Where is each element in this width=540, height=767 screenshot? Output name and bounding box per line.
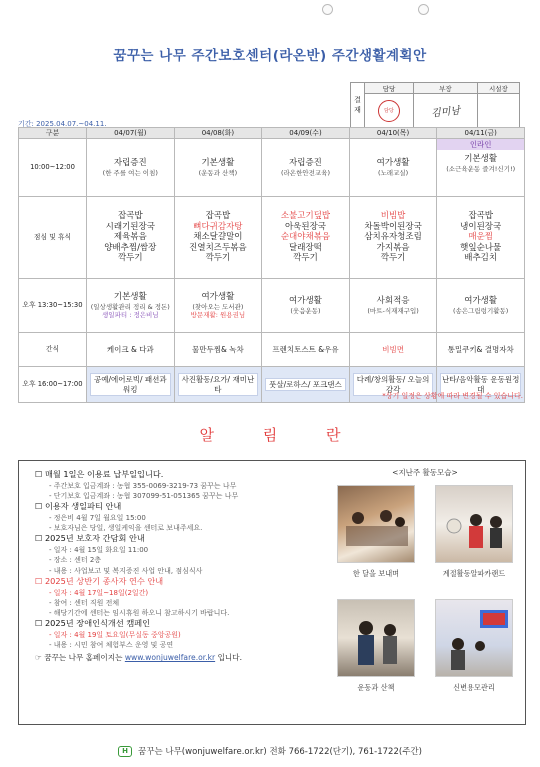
menu-item: 시래기된장국 [105, 221, 155, 232]
schedule-header-row [19, 128, 525, 139]
notice-detail: - 일자 : 4월 19일 토요일(무실동 중앙공원) [49, 630, 181, 639]
cell-sub: (노래교실) [377, 168, 409, 177]
notice-detail: - 해당기간에 센터는 임시휴원 하오니 참고하시기 바랍니다. [49, 608, 230, 617]
photo-caption: 계절활동알파카랜드 [442, 569, 506, 578]
approval-role: 부장 [413, 83, 477, 94]
approval-label: 결 재 [351, 83, 365, 128]
menu-item: 달래장떡 [289, 242, 322, 253]
approval-role: 담당 [365, 83, 414, 94]
cell-sub: (웃음운동) [290, 306, 321, 315]
notice-list [35, 469, 335, 663]
notice-item-heading: ☐ 2025년 상반기 종사자 연수 안내 [35, 575, 164, 586]
notice-item-heading: ☐ 2025년 장애인식개선 캠페인 [35, 617, 151, 628]
menu-cell [349, 197, 437, 279]
cell-extra: 생일파티 : 정은비님 [102, 310, 159, 319]
time-cell: 오후 16:00~17:00 [19, 367, 87, 403]
menu-item: 차돌박이된장국 [364, 221, 422, 232]
schedule-cell [174, 139, 262, 197]
notice-item-heading: ☐ 매월 1일은 이용료 납부일입니다. [35, 469, 164, 479]
cell-sub: (운동과 산책) [198, 168, 238, 177]
menu-item: 배추김치 [464, 253, 498, 264]
approval-role: 시설장 [477, 83, 519, 94]
header-cell: 04/08(화) [174, 128, 262, 139]
menu-item: 제육볶음 [113, 232, 147, 243]
cell-sub: (소근육운동 즐겨!신기!) [446, 165, 516, 173]
notice-item-heading: ☐ 2025년 보호자 간담회 안내 [35, 533, 145, 544]
menu-item: 진열치즈두볶음 [189, 242, 247, 253]
cell-title: 자립증진 [113, 158, 147, 169]
snack-cell: 케이크 & 다과 [87, 333, 175, 367]
notice-detail: - 일자 : 4월 15일 화요일 11:00 [49, 546, 149, 555]
menu-item: 잡곡밥 [468, 210, 493, 221]
schedule-row-snack [19, 333, 525, 367]
schedule-cell [174, 279, 262, 333]
notice-detail: - 일자 : 4월 17일~18일(2일간) [49, 588, 149, 597]
menu-item: 깍두기 [293, 253, 318, 264]
menu-item: 양배추찜/쌈장 [104, 242, 157, 253]
activity-label: 풋살/로하스/ 포크댄스 [265, 378, 346, 391]
header-cell: 04/09(수) [262, 128, 350, 139]
snack-cell: 비빔면 [349, 333, 437, 367]
snack-cell: 프렌치토스트 &우유 [262, 333, 350, 367]
activity-label: 다례/창의활동/ 오늘의감각 [353, 373, 434, 396]
activity-cell [262, 367, 350, 403]
menu-item: 햇잎순나물 [460, 242, 502, 253]
time-cell: 점심 및 휴식 [19, 197, 87, 279]
notice-detail: - 내용 : 시민 참여 체험부스 운영 및 공연 [49, 641, 174, 649]
footer [0, 745, 540, 757]
schedule-cell [262, 139, 350, 197]
photo-caption: 운동과 산책 [357, 683, 395, 692]
schedule-cell [262, 279, 350, 333]
menu-item: 잡곡밥 [205, 210, 231, 221]
activity-gallery [329, 467, 521, 717]
menu-cell [437, 197, 525, 279]
schedule-cell [437, 139, 525, 197]
homepage-link[interactable]: www.wonjuwelfare.or.kr [124, 653, 216, 663]
menu-item: 깍두기 [205, 253, 231, 264]
time-cell: 오후 13:30~15:30 [19, 279, 87, 333]
schedule-row-afternoon [19, 279, 525, 333]
notice-detail: - 내용 : 사업보고 및 복지증진 사업 안내, 점심식사 [49, 566, 203, 575]
activity-label: 난타/음악활동 운동원정대 [440, 373, 521, 396]
header-cell: 04/10(목) [349, 128, 437, 139]
online-badge: 인라인 [436, 139, 525, 150]
cell-title: 기본생활 [113, 292, 147, 303]
period-label: 기간: 2025.04.07.~04.11. [18, 120, 107, 128]
menu-item: 비빔밥 [380, 210, 406, 221]
approval-empty-cell [477, 94, 519, 128]
gallery-title: <지난주 활동모습> [392, 468, 458, 477]
header-cell: 04/07(월) [87, 128, 175, 139]
menu-item: 깍두기 [380, 253, 406, 264]
menu-cell [262, 197, 350, 279]
schedule-cell [349, 139, 437, 197]
schedule-cell [87, 139, 175, 197]
cell-sub: (일상생활관리 정리 & 정돈) [90, 302, 170, 311]
menu-item: 채소달걀말이 [193, 232, 243, 243]
notice-detail: - 참여 : 센터 직원 전체 [49, 598, 120, 607]
schedule-cell [437, 279, 525, 333]
punch-hole [322, 4, 333, 15]
approval-stamp: 담당 [378, 100, 400, 122]
notice-item-heading: ☐ 이용자 생일파티 안내 [35, 501, 122, 512]
notice-detail: - 단기보호 입금계좌 : 농협 307099-51-051365 꿈꾸는 나무 [49, 492, 239, 501]
menu-item: 깍두기 [117, 253, 143, 264]
cell-title: 여가생활 [289, 296, 322, 307]
photo-caption: 한 달을 보내며 [352, 569, 400, 578]
approval-box [350, 82, 520, 128]
cell-sub: (송은그림렁기활동) [453, 306, 509, 315]
notice-detail: - 보호자님은 당일, 생일케익을 센터로 보내주세요. [49, 524, 203, 533]
activity-label: 공예/에어로빅/ 패션과워킹 [90, 373, 171, 396]
menu-item: 순대야채볶음 [280, 232, 331, 243]
snack-cell: 물만두찜& 녹차 [174, 333, 262, 367]
homepage-tail: 입니다. [217, 653, 242, 663]
cell-title: 여가생활 [464, 296, 498, 307]
activity-photo [337, 485, 415, 563]
menu-cell [87, 197, 175, 279]
cell-sub: (라온한안전교육) [280, 168, 330, 177]
schedule-row-lunch [19, 197, 525, 279]
schedule-note: *상기 일정은 상황에 따라 변경될 수 있습니다. [382, 392, 523, 400]
activity-cell [87, 367, 175, 403]
menu-item: 아욱된장국 [284, 221, 327, 232]
activity-photo [435, 485, 513, 563]
menu-cell [174, 197, 262, 279]
center-logo-icon: H [118, 746, 132, 757]
punch-hole [418, 4, 429, 15]
activity-cell [174, 367, 262, 403]
activity-photo [435, 599, 513, 677]
menu-item: 냉이된장국 [460, 221, 502, 232]
schedule-cell [349, 279, 437, 333]
cell-title: 사회적응 [376, 296, 410, 307]
cell-title: 여가생활 [376, 158, 410, 169]
cell-sub: (마트-식재재구입) [367, 306, 419, 315]
punch-holes [0, 4, 540, 18]
activity-label: 사진활동/요가/ 재미난타 [178, 373, 259, 396]
approval-signature: 김미남 [430, 105, 461, 120]
menu-item: 가지볶음 [376, 242, 410, 253]
footer-text: 꿈꾸는 나무(wonjuwelfare.or.kr) 전화 766-1722(단기), 761-1722(주간) [138, 747, 422, 757]
schedule-row-morning [19, 139, 525, 197]
time-cell: 10:00~12:00 [19, 139, 87, 197]
cell-title: 기본생활 [464, 154, 498, 165]
menu-item: 잡곡밥 [117, 210, 143, 221]
header-cell: 04/11(금) [437, 128, 525, 139]
notice-detail: - 정은비 4월 7일 월요일 15:00 [49, 514, 146, 523]
cell-sub: (한 주를 여는 이침) [102, 168, 158, 177]
photo-caption: 신변용모관리 [453, 683, 495, 692]
snack-cell: 통밀쿠키& 결명자차 [437, 333, 525, 367]
time-cell: 간식 [19, 333, 87, 367]
menu-item: 소불고기덮밥 [280, 210, 331, 221]
notice-detail: - 장소 : 센터 2층 [49, 556, 102, 565]
notice-heading: 알 림 란 [199, 426, 363, 444]
notice-box [18, 460, 526, 725]
cell-title: 기본생활 [201, 158, 235, 169]
weekly-schedule-table [18, 127, 525, 403]
cell-title: 자립증진 [289, 158, 322, 169]
cell-sub: (찾아오는 도서관) [192, 302, 244, 311]
homepage-line [35, 652, 335, 663]
menu-item: 뼈다귀감자탕 [193, 221, 243, 232]
cell-extra: 방문재활: 원용권님 [190, 310, 246, 319]
homepage-label: ☞ 꿈꾸는 나무 홈페이지는 [35, 653, 123, 663]
menu-item: 삼치유자청조림 [364, 232, 422, 243]
page-title: 꿈꾸는 나무 주간보호센터(라온반) 주간생활계획안 [113, 48, 427, 64]
header-cell: 구분 [19, 128, 87, 139]
notice-detail: - 주간보호 입금계좌 : 농협 355-0069-3219-73 꿈꾸는 나무 [49, 481, 237, 490]
schedule-cell [87, 279, 175, 333]
menu-item: 매운찜 [468, 232, 493, 243]
activity-photo [337, 599, 415, 677]
cell-title: 여가생활 [201, 292, 235, 303]
